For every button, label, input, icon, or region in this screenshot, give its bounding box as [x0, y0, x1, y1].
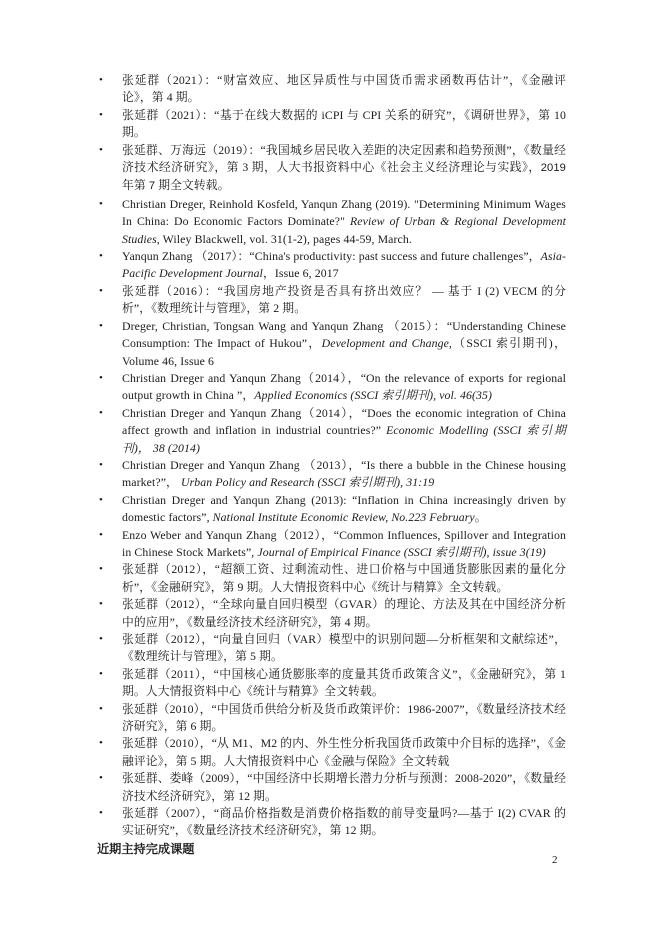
publication-text-segment: Applied Economics (SSCI 索引期刊), vol. 46(35) [254, 388, 493, 403]
publication-text-segment: 年第 [122, 178, 149, 193]
publication-item [97, 631, 566, 666]
publication-text-segment: 7 [148, 180, 156, 193]
bullet-icon: • [99, 807, 103, 820]
publication-item [97, 142, 566, 196]
publication-text [122, 108, 566, 139]
publication-text [122, 249, 566, 280]
bullet-icon: • [99, 197, 103, 210]
publication-item [97, 701, 566, 736]
publication-text-segment: 张延群（2012），“全球向量自回归模型（GVAR）的理论、方法及其在中国经济分析中的应用”，《数量经济技术经济研究》，第 4 期。 [122, 597, 566, 629]
publication-text-segment: 张延群（2016）：“我国房地产投资是否具有挤出效应？ — 基于 I (2) VECM 的分析”，《数理统计与管理》，第 2 期。 [122, 283, 566, 316]
bullet-icon: • [99, 74, 103, 86]
publication-item [97, 457, 566, 492]
bullet-icon: • [99, 319, 103, 332]
publication-text [122, 806, 566, 837]
publication-item [97, 596, 566, 631]
publication-text-segment: Christian Dreger and Yanqun Zhang （2013），“Is there a bubble in the Chinese housing market?”， [122, 457, 566, 490]
publication-text-segment: National Institute Economic Review, No.223 February [212, 510, 475, 525]
publication-item [97, 318, 566, 370]
page-content [97, 72, 566, 858]
publication-item [97, 735, 566, 770]
publication-text-segment: 张延群（2012），“超额工资、过剩流动性、进口价格与中国通货膨胀因素的量化分析”，《金融研究》，第 9 期。人大情报资料中心《统计与精算》全文转载。 [122, 562, 566, 594]
bullet-icon: • [99, 250, 103, 263]
publication-text-segment: （SSCI 索引期刊)，Volume 46, Issue 6 [122, 336, 566, 368]
bullet-icon: • [99, 528, 103, 541]
publication-text [122, 319, 566, 368]
publication-text-segment: 张延群、万海远（2019）：“我国城乡居民收入差距的决定因素和趋势预测”，《数量经济技术经济研究》，第 3 期，人大书报资料中心《社会主义经济理论与实践》， [122, 142, 566, 175]
publication-text [122, 771, 566, 802]
publication-text-segment: 张延群（2021）：“财富效应、地区异质性与中国货币需求函数再估计”，《金融评论》，第 4 期。 [122, 73, 566, 105]
publication-text-segment: ，Issue 6, 2017 [262, 266, 339, 281]
publication-text-segment: , Wiley Blackwell, vol. 31(1-2), pages 44-59, March. [156, 231, 412, 246]
publication-text [122, 702, 566, 733]
section-heading: 近期主持完成课题 [97, 841, 195, 856]
bullet-icon: • [99, 493, 103, 506]
publication-text-segment: Christian Dreger, Reinhold Kosfeld, Yanqun Zhang (2019). "Determining Minimum Wages In China: Do Economic Factors Dominate?" [122, 196, 566, 229]
publication-text [122, 458, 566, 489]
publication-item [97, 248, 566, 283]
publication-item [97, 527, 566, 562]
page-number: 2 [552, 854, 558, 866]
publication-item [97, 72, 566, 107]
publication-text-segment: 。 [474, 510, 487, 525]
publication-text-segment: Urban Policy and Research (SSCI 索引期刊), 31:19 [180, 475, 435, 490]
bullet-icon: • [99, 667, 103, 680]
bullet-icon: • [99, 633, 103, 645]
bullet-icon: • [99, 406, 103, 419]
publication-text-segment: 张延群（2007），“商品价格指数是消费价格指数的前导变量吗?—基于 I(2) CVAR 的实证研究”，《数量经济技术经济研究》，第 12 期。 [122, 806, 566, 838]
publication-text-segment: 张延群（2010），“从 M1、M2 的内、外生性分析我国货币政策中介目标的选择”，《金融评论》，第 5 期。人大情报资料中心《金融与保险》全文转载 [122, 736, 566, 768]
bullet-icon: • [99, 737, 103, 750]
publication-item [97, 492, 566, 527]
publication-text [122, 143, 566, 193]
publication-text [122, 562, 566, 593]
publication-text-segment: Yanqun Zhang （2017）：“China's productivity: past success and future challenges”， [122, 249, 541, 264]
publication-text-segment: Journal of Empirical Finance (SSCI 索引期刊), issue 3(19) [257, 544, 546, 559]
publication-text-segment: 张延群、娄峰（2009），“中国经济中长期增长潜力分析与预测：2008-2020”，《数量经济技术经济研究》，第 12 期。 [122, 771, 566, 803]
publication-text-segment: Asia-Pacific Development Journal [122, 249, 566, 281]
publication-text [122, 284, 566, 315]
publication-list [97, 72, 566, 840]
publication-item [97, 561, 566, 596]
publication-text [122, 667, 566, 698]
bullet-icon: • [99, 702, 103, 715]
bullet-icon: • [99, 772, 103, 785]
publication-text-segment: Enzo Weber and Yanqun Zhang（2012），“Common Influences, Spillover and Integration in Chinese Stock Markets”, [122, 527, 566, 559]
publication-text-segment: 2019 [540, 162, 566, 175]
bullet-icon: • [99, 458, 103, 471]
bullet-icon: • [99, 563, 103, 576]
publication-item [97, 283, 566, 318]
publication-text-segment: 张延群（2012），“向量自回归（VAR）模型中的识别问题—分析框架和文献综述”，《数理统计与管理》，第 5 期。 [122, 632, 566, 664]
bullet-icon: • [99, 143, 103, 156]
publication-item [97, 666, 566, 701]
publication-text-segment: 张延群（2011），“中国核心通货膨胀率的度量其货币政策含义”，《金融研究》，第 1 期。人大情报资料中心《统计与精算》全文转载。 [122, 666, 566, 699]
publication-text-segment: 期全文转载。 [155, 178, 230, 193]
bullet-icon: • [99, 284, 103, 297]
publication-item [97, 770, 566, 805]
bullet-icon: • [99, 598, 103, 611]
publication-text-segment: 张延群（2010），“中国货币供给分析及货币政策评价：1986-2007”，《数量经济技术经济研究》，第 6 期。 [122, 701, 566, 734]
publication-item [97, 107, 566, 142]
publication-text [122, 73, 566, 104]
publication-text-segment: Christian Dreger and Yanqun Zhang（2014），“Does the economic integration of China affect growth and inflation in industrial countries?” [122, 405, 566, 438]
publication-text-segment: Christian Dreger and Yanqun Zhang (2013): “Inflation in China increasingly driven by domestic factors”, [122, 492, 566, 525]
bullet-icon: • [99, 108, 103, 121]
publication-text-segment: Development and Change, [321, 336, 452, 351]
publication-text [122, 406, 566, 455]
publication-text [122, 597, 566, 628]
publication-item [97, 805, 566, 840]
publication-text [122, 528, 566, 559]
publication-text [122, 197, 566, 246]
publication-text [122, 371, 566, 402]
publication-text [122, 493, 566, 524]
publication-text-segment: Review of Urban & Regional Development Studies [122, 214, 567, 246]
publication-text [122, 736, 566, 767]
publication-item [97, 370, 566, 405]
publication-text-segment: Christian Dreger and Yanqun Zhang（2014），“On the relevance of exports for regional output growth in China ”， [122, 370, 566, 403]
bullet-icon: • [99, 371, 103, 384]
publication-item [97, 405, 566, 457]
publication-item [97, 196, 566, 248]
publication-text [122, 632, 566, 663]
publication-text-segment: Dreger, Christian, Tongsan Wang and Yanqun Zhang （2015）：“Understanding Chinese Consumption: The Impact of Hukou”， [122, 318, 566, 351]
publication-text-segment: 张延群（2021）：“基于在线大数据的 iCPI 与 CPI 关系的研究”，《调研世界》，第 10 期。 [122, 107, 566, 140]
publication-text-segment: Economic Modelling (SSCI 索引期刊)， 38 (2014) [122, 423, 566, 455]
